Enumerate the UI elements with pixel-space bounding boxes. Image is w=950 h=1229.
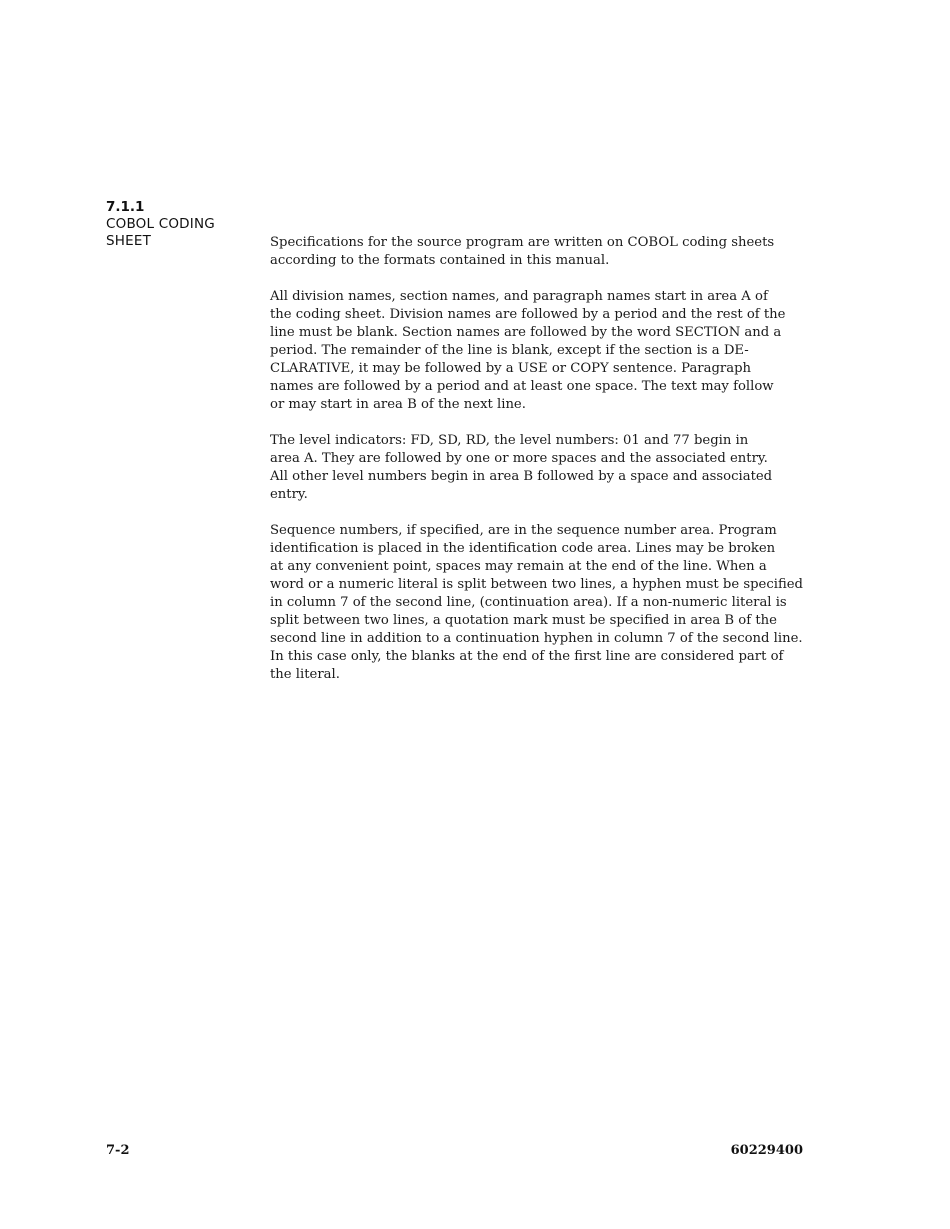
paragraph-sequence-numbers: Sequence numbers, if specified, are in the sequence number area. Program identification is placed in the identification code area. Lines may be broken at any convenient point, spaces may remain at the end of the line. When a word or a numeric literal is split between two lines, a hyphen must be specified in column 7 of the second line, (continuation area). If a non-numeric literal is split between two lines, a quotation mark must be specified in area B of the second line in addition to a continuation hyphen in column 7 of the second line. In this case only, the blanks at the end of the first line are considered part of the literal. [270, 523, 803, 682]
page-number: 7-2 [106, 1143, 130, 1158]
section-title-line-1: COBOL CODING [106, 216, 215, 232]
paragraph-coding-sheets: Specifications for the source program are written on COBOL coding sheets according to the formats contained in this manual. [270, 235, 775, 268]
section-title-line-2: SHEET [106, 233, 152, 249]
paragraph-level-indicators: The level indicators: FD, SD, RD, the level numbers: 01 and 77 begin in area A. They are followed by one or more spaces and the associated entry. All other level numbers begin in area B followed by a space and associated entry. [270, 433, 773, 502]
body-text [270, 234, 840, 702]
section-number: 7.1.1 [106, 199, 145, 215]
section-heading [106, 199, 256, 250]
document-number: 60229400 [730, 1143, 803, 1158]
paragraph-names-area-a: All division names, section names, and paragraph names start in area A of the coding sheet. Division names are followed by a period and the rest of the line must be blank. Section names are followed by the word SECTION and a period. The remainder of the line is blank, except if the section is a DE- CLARATIVE, it may be followed by a USE or COPY sentence. Paragraph names are followed by a period and at least one space. The text may follow or may start in area B of the next line. [270, 289, 786, 412]
